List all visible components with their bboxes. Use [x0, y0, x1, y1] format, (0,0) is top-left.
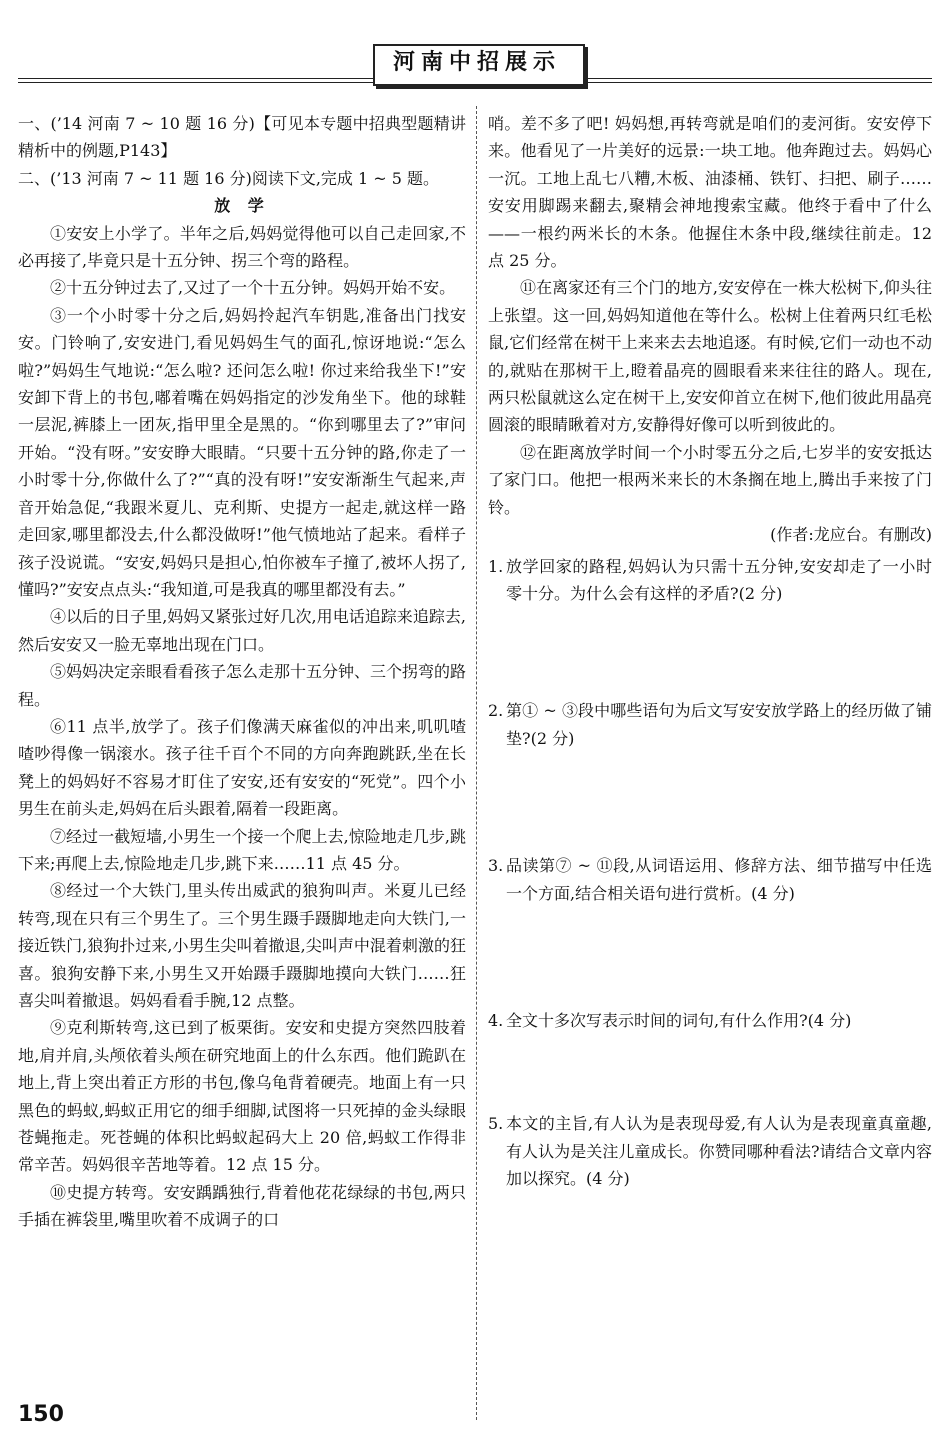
question-number: 1. — [488, 556, 504, 576]
column-divider — [476, 106, 477, 1420]
article-title: 放 学 — [214, 196, 270, 216]
paragraph: ⑧经过一个大铁门,里头传出威武的狼狗叫声。米夏儿已经转弯,现在只有三个男生了。三个男生蹑手蹑脚地走向大铁门,一接近铁门,狼狗扑过来,小男生尖叫着撤退,尖叫声中混着刺激的狂喜。狼狗安静下来,小男生又开始蹑手蹑脚地摸向大铁门……狂喜尖叫着撤退。妈妈看看手腕,12 点整。 — [18, 881, 466, 1010]
question-number: 2. — [488, 701, 504, 721]
question-text: 第① ~ ③段中哪些语句为后文写安安放学路上的经历做了铺垫?(2 分) — [506, 701, 932, 748]
paragraph: ⑪在离家还有三个门的地方,安安停在一株大松树下,仰头往上张望。这一回,妈妈知道他在等什么。松树上住着两只红毛松鼠,它们经常在树干上来来去去地追逐。有时候,它们一动也不动的,就贴在那树干上,瞪着晶亮的圆眼看来来往往的路人。现在,两只松鼠就这么定在树干上,安安仰首立在树下,他们彼此用晶亮圆滚的眼睛瞅着对方,安静得好像可以听到彼此的。 — [488, 278, 932, 435]
question-1 — [488, 553, 932, 608]
paragraph: ⑥11 点半,放学了。孩子们像满天麻雀似的冲出来,叽叽喳喳吵得像一锅滚水。孩子往千百个不同的方向奔跑跳跃,坐在长凳上的妈妈好不容易才盯住了安安,还有安安的“死党”。四个小男生在前头走,妈妈在后头跟着,隔着一段距离。 — [18, 716, 466, 819]
question-text: 放学回家的路程,妈妈认为只需十五分钟,安安却走了一小时零十分。为什么会有这样的矛盾?(2 分) — [506, 556, 932, 603]
paragraph: ⑦经过一截短墙,小男生一个接一个爬上去,惊险地走几步,跳下来;再爬上去,惊险地走几步,跳下来……11 点 45 分。 — [18, 826, 466, 873]
question-number: 5. — [488, 1114, 504, 1134]
question-2 — [488, 697, 932, 752]
answer-space — [488, 1034, 932, 1110]
question-text: 本文的主旨,有人认为是表现母爱,有人认为是表现童真童趣,有人认为是关注儿童成长。你赞同哪种看法?请结合文章内容加以探究。(4 分) — [506, 1114, 932, 1189]
left-column — [18, 110, 466, 1234]
page-number: 150 — [18, 1402, 64, 1427]
paragraph: ③一个小时零十分之后,妈妈拎起汽车钥匙,准备出门找安安。门铃响了,安安进门,看见妈妈生气的面孔,惊讶地说:“怎么啦?”妈妈生气地说:“怎么啦? 还问怎么啦! 你过来给我坐下!”安安卸下背上的书包,嘟着嘴在妈妈指定的沙发角坐下。他的球鞋一层泥,裤膝上一团灰,指甲里全是黑的。“你到哪里去了?”审问开始。“没有呀。”安安睁大眼睛。“只要十五分钟的路,你走了一小时零十分,你做什么了?”“真的没有呀!”安安渐渐生气起来,声音开始急促,“我跟米夏儿、克利斯、史提方一起走,就这样一路走回家,哪里都没去,什么都没做呀!”他气愤地站了起来。看样子孩子没说谎。“安安,妈妈只是担心,怕你被车子撞了,被坏人拐了,懂吗?”安安点点头:“我知道,可是我真的哪里都没有去。” — [18, 305, 466, 599]
paragraph: ⑩史提方转弯。安安踽踽独行,背着他花花绿绿的书包,两只手插在裤袋里,嘴里吹着不成调子的口 — [18, 1182, 466, 1230]
paragraph: 哨。差不多了吧! 妈妈想,再转弯就是咱们的麦河街。安安停下来。他看见了一片美好的远景:一块工地。他奔跑过去。妈妈心一沉。工地上乱七八糟,木板、油漆桶、铁钉、扫把、刷子……安安用脚踢来翻去,聚精会神地搜索宝藏。他终于看中了什么——一根约两米长的木条。他握住木条中段,继续往前走。12 点 25 分。 — [488, 114, 932, 271]
question-text: 品读第⑦ ~ ⑪段,从词语运用、修辞方法、细节描写中任选一个方面,结合相关语句进行赏析。(4 分) — [506, 856, 932, 903]
paragraph: ⑨克利斯转弯,这已到了板栗街。安安和史提方突然四肢着地,肩并肩,头颅依着头颅在研究地面上的什么东西。他们跪趴在地上,背上突出着正方形的书包,像乌龟背着硬壳。地面上有一只黑色的蚂蚁,蚂蚁正用它的细手细脚,试图将一只死掉的金头绿眼苍蝇拖走。死苍蝇的体积比蚂蚁起码大上 20 倍,蚂蚁工作得非常辛苦。妈妈很辛苦地等着。12 点 15 分。 — [18, 1018, 466, 1175]
exam-reference-1: 一、(’14 河南 7 ~ 10 题 16 分)【可见本专题中招典型题精讲精析中的例题,P143】 — [18, 114, 466, 161]
question-number: 4. — [488, 1010, 504, 1030]
question-5 — [488, 1110, 932, 1192]
question-4 — [488, 1007, 932, 1034]
paragraph: ②十五分钟过去了,又过了一个十五分钟。妈妈开始不安。 — [50, 278, 456, 298]
paragraph: ④以后的日子里,妈妈又紧张过好几次,用电话追踪来追踪去,然后安安又一脸无辜地出现在门口。 — [18, 607, 466, 654]
answer-space — [488, 607, 932, 697]
exam-reference-2: 二、(’13 河南 7 ~ 11 题 16 分)阅读下文,完成 1 ~ 5 题。 — [18, 168, 440, 188]
question-text: 全文十多次写表示时间的词句,有什么作用?(4 分) — [506, 1010, 852, 1030]
question-3 — [488, 852, 932, 907]
paragraph: ⑤妈妈决定亲眼看看孩子怎么走那十五分钟、三个拐弯的路程。 — [18, 662, 467, 709]
answer-space — [488, 907, 932, 1007]
question-number: 3. — [488, 856, 504, 876]
answer-space — [488, 752, 932, 852]
paragraph: ①安安上小学了。半年之后,妈妈觉得他可以自己走回家,不必再接了,毕竟只是十五分钟、拐三个弯的路程。 — [18, 223, 466, 271]
section-title: 河南中招展示 — [392, 50, 561, 75]
right-column — [488, 110, 932, 1193]
paragraph: ⑫在距离放学时间一个小时零五分之后,七岁半的安安抵达了家门口。他把一根两米来长的木条搁在地上,腾出手来按了门铃。 — [488, 442, 932, 517]
section-header — [373, 40, 581, 90]
author-note: (作者:龙应台。有删改) — [770, 525, 932, 545]
